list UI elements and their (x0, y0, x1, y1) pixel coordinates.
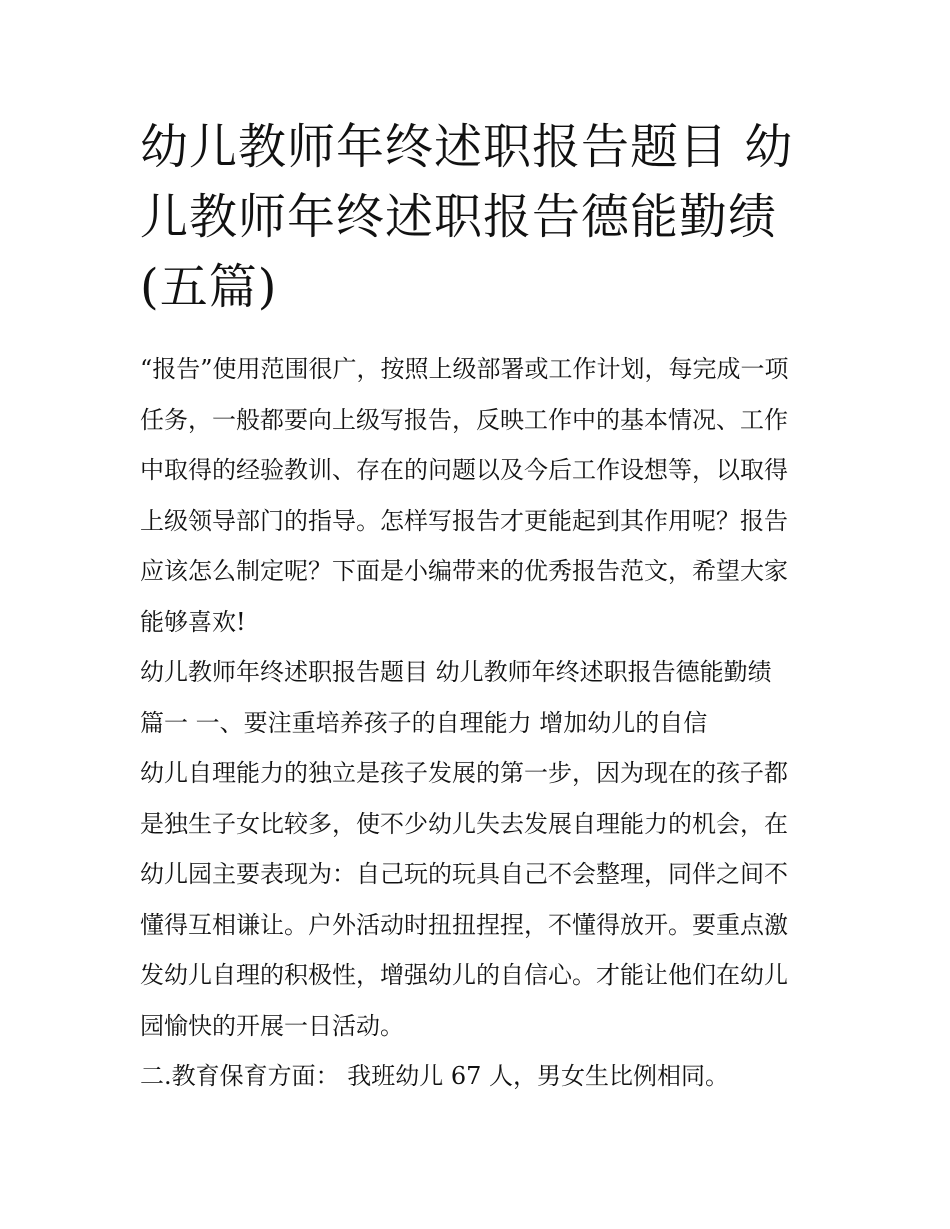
paragraph-line: 幼儿自理能力的独立是孩子发展的第一步，因为现在的孩子都 (140, 759, 788, 787)
title-line: 幼儿教师年终述职报告题目 幼 (140, 119, 794, 175)
paragraph-line: 园愉快的开展一日活动。 (140, 1011, 404, 1040)
document-body (140, 344, 815, 1102)
title-line: (五篇) (140, 259, 278, 315)
paragraph-line: 应该怎么制定呢？下面是小编带来的优秀报告范文，希望大家 (140, 557, 788, 585)
paragraph-line: “报告”使用范围很广，按照上级部署或工作计划，每完成一项 (140, 355, 789, 383)
paragraph-line: 是独生子女比较多，使不少幼儿失去发展自理能力的机会，在 (140, 809, 788, 838)
title-line: 儿教师年终述职报告德能勤绩 (140, 189, 778, 245)
subtitle-paragraph (140, 647, 815, 748)
paragraph-line: 发幼儿自理的积极性，增强幼儿的自信心。才能让他们在幼儿 (140, 961, 788, 989)
paragraph-line: 任务，一般都要向上级写报告，反映工作中的基本情况、工作 (140, 405, 788, 434)
paragraph-line: 上级领导部门的指导。怎样写报告才更能起到其作用呢？报告 (140, 506, 788, 535)
document-page (140, 112, 815, 1102)
intro-paragraph (140, 344, 815, 647)
paragraph-line: 中取得的经验教训、存在的问题以及今后工作设想等，以取得 (140, 456, 788, 484)
document-title (140, 112, 815, 322)
section-paragraph (140, 1051, 815, 1102)
paragraph-line: 懂得互相谦让。户外活动时扭扭捏捏，不懂得放开。要重点激 (140, 910, 788, 939)
paragraph-line: 二.教育保育方面： 我班幼儿 67 人，男女生比例相同。 (140, 1062, 730, 1090)
paragraph-line: 幼儿教师年终述职报告题目 幼儿教师年终述职报告德能勤绩 (140, 658, 772, 686)
body-paragraph (140, 748, 815, 1051)
paragraph-line: 能够喜欢! (140, 607, 246, 636)
paragraph-line: 幼儿园主要表现为：自己玩的玩具自己不会整理，同伴之间不 (140, 860, 788, 888)
paragraph-line: 篇一 一、要注重培养孩子的自理能力 增加幼儿的自信 (140, 708, 708, 737)
